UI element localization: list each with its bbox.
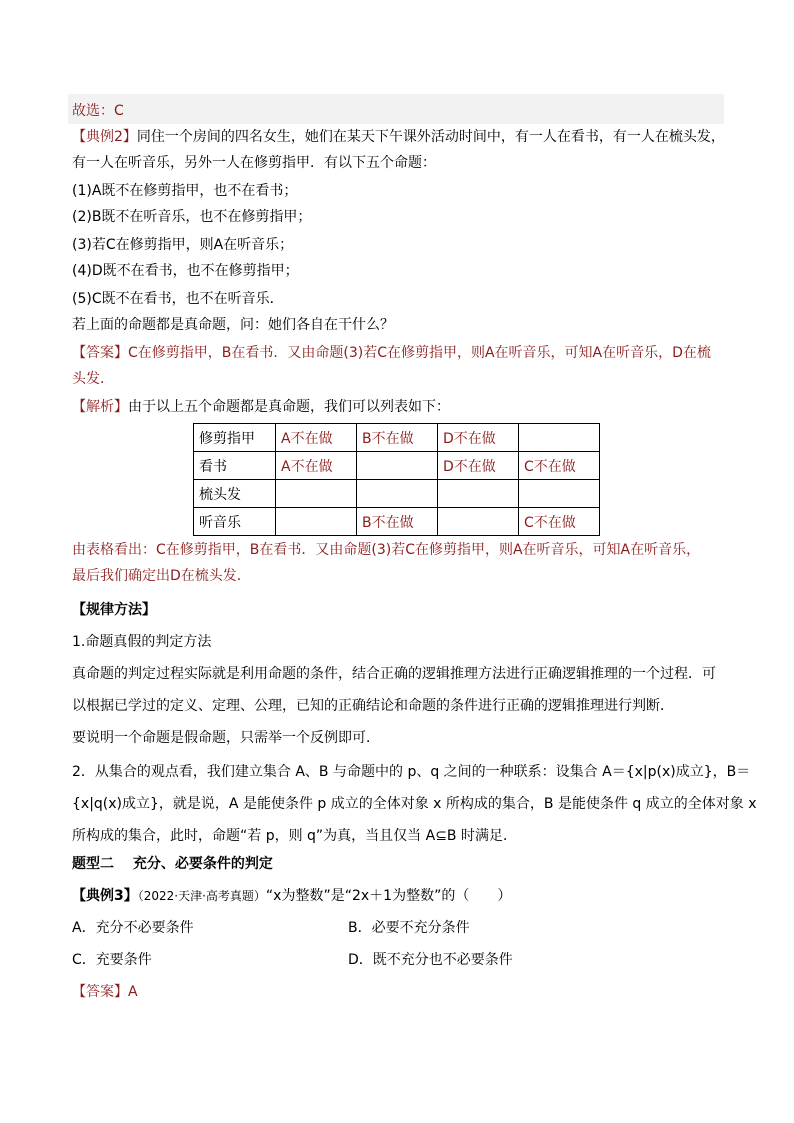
method-p1-line3: 要说明一个命题是假命题，只需举一个反例即可． bbox=[72, 730, 380, 746]
example2-answer-line1: 【答案】C在修剪指甲，B在看书．又由命题(3)若C在修剪指甲，则A在听音乐，可知A在听音乐，D在梳 bbox=[72, 345, 711, 361]
conclusion-line1: 由表格看出：C在修剪指甲，B在看书．又由命题(3)若C在修剪指甲，则A在听音乐，可知A在听音乐， bbox=[72, 542, 701, 558]
method-p2-line2: {x|q(x)成立}，就是说，A 是能使条件 p 成立的全体对象 x 所构成的集合，B 是能使条件 q 成立的全体对象 x bbox=[72, 796, 757, 812]
proposition-5: (5)C既不在看书，也不在听音乐． bbox=[72, 291, 284, 307]
option-b: B．必要不充分条件 bbox=[348, 920, 470, 936]
example2-question-line2: 有一人在听音乐，另外一人在修剪指甲．有以下五个命题： bbox=[72, 155, 436, 171]
table-cell: D不在做 bbox=[438, 452, 519, 480]
proposition-2: (2)B既不在听音乐，也不在修剪指甲； bbox=[72, 209, 312, 225]
table-cell: B不在做 bbox=[357, 508, 438, 536]
option-d: D．既不充分也不必要条件 bbox=[348, 952, 513, 968]
example3-source: （2022·天津·高考真题） bbox=[137, 889, 266, 903]
table-cell bbox=[357, 480, 438, 508]
method-p2-line1: 2．从集合的观点看，我们建立集合 A、B 与命题中的 p、q 之间的一种联系：设集合 A＝{x|p(x)成立}，B＝ bbox=[72, 764, 751, 780]
table-cell bbox=[438, 480, 519, 508]
table-row bbox=[194, 424, 600, 452]
table-cell: A不在做 bbox=[276, 424, 357, 452]
example2-question-line1: 【典例2】同住一个房间的四名女生，她们在某天下午课外活动时间中，有一人在看书，有一人在梳头发， bbox=[72, 129, 725, 145]
answer-tag: 【答案】 bbox=[72, 345, 128, 361]
table-cell bbox=[519, 480, 600, 508]
answer-highlight-bar bbox=[68, 94, 724, 124]
table-cell: A不在做 bbox=[276, 452, 357, 480]
table-cell: C不在做 bbox=[519, 508, 600, 536]
table-cell: D不在做 bbox=[438, 424, 519, 452]
type2-title: 题型二 充分、必要条件的判定 bbox=[72, 856, 273, 872]
method-p2-line3: 所构成的集合，此时，命题“若 p，则 q”为真，当且仅当 A⊆B 时满足． bbox=[72, 828, 517, 844]
table-cell bbox=[519, 424, 600, 452]
example2-analysis: 【解析】由于以上五个命题都是真命题，我们可以列表如下： bbox=[72, 399, 450, 415]
proposition-3: (3)若C在修剪指甲，则A在听音乐； bbox=[72, 237, 294, 253]
method-p1-line2: 以根据已学过的定义、定理、公理，已知的正确结论和命题的条件进行正确的逻辑推理进行判断． bbox=[72, 698, 674, 714]
example2-tag: 【典例2】 bbox=[72, 129, 137, 145]
table-cell bbox=[276, 508, 357, 536]
table-cell: C不在做 bbox=[519, 452, 600, 480]
analysis-tag: 【解析】 bbox=[72, 399, 128, 415]
proposition-1: (1)A既不在修剪指甲，也不在看书； bbox=[72, 183, 298, 199]
table-cell: B不在做 bbox=[357, 424, 438, 452]
table-row-label: 梳头发 bbox=[194, 480, 276, 508]
table-row-label: 听音乐 bbox=[194, 508, 276, 536]
table-row-label: 看书 bbox=[194, 452, 276, 480]
table-cell bbox=[276, 480, 357, 508]
method-p1-line1: 真命题的判定过程实际就是利用命题的条件，结合正确的逻辑推理方法进行正确逻辑推理的一个过程．可 bbox=[72, 666, 716, 682]
option-a: A．充分不必要条件 bbox=[72, 920, 194, 936]
method-title: 【规律方法】 bbox=[72, 602, 156, 618]
table-row bbox=[194, 452, 600, 480]
example3-answer-tag: 【答案】 bbox=[72, 984, 128, 1000]
table-cell bbox=[438, 508, 519, 536]
proposition-4: (4)D既不在看书，也不在修剪指甲； bbox=[72, 263, 299, 279]
activity-table bbox=[193, 423, 600, 536]
answer-top: 故选：C bbox=[72, 103, 124, 119]
table-row bbox=[194, 480, 600, 508]
table-cell bbox=[357, 452, 438, 480]
table-row bbox=[194, 508, 600, 536]
example2-answer-line2: 头发． bbox=[72, 371, 114, 387]
example2-question: 若上面的命题都是真命题，问：她们各自在干什么？ bbox=[72, 317, 394, 333]
table-row-label: 修剪指甲 bbox=[194, 424, 276, 452]
method-p1-title: 1.命题真假的判定方法 bbox=[72, 634, 212, 650]
option-c: C．充要条件 bbox=[72, 952, 152, 968]
example3-tag: 【典例3】 bbox=[72, 888, 138, 904]
conclusion-line2: 最后我们确定出D在梳头发． bbox=[72, 568, 251, 584]
example3-answer: 【答案】A bbox=[72, 984, 138, 1000]
example3-stem: 【典例3】（2022·天津·高考真题）“x为整数”是“2x＋1为整数”的（ ） bbox=[72, 888, 512, 904]
